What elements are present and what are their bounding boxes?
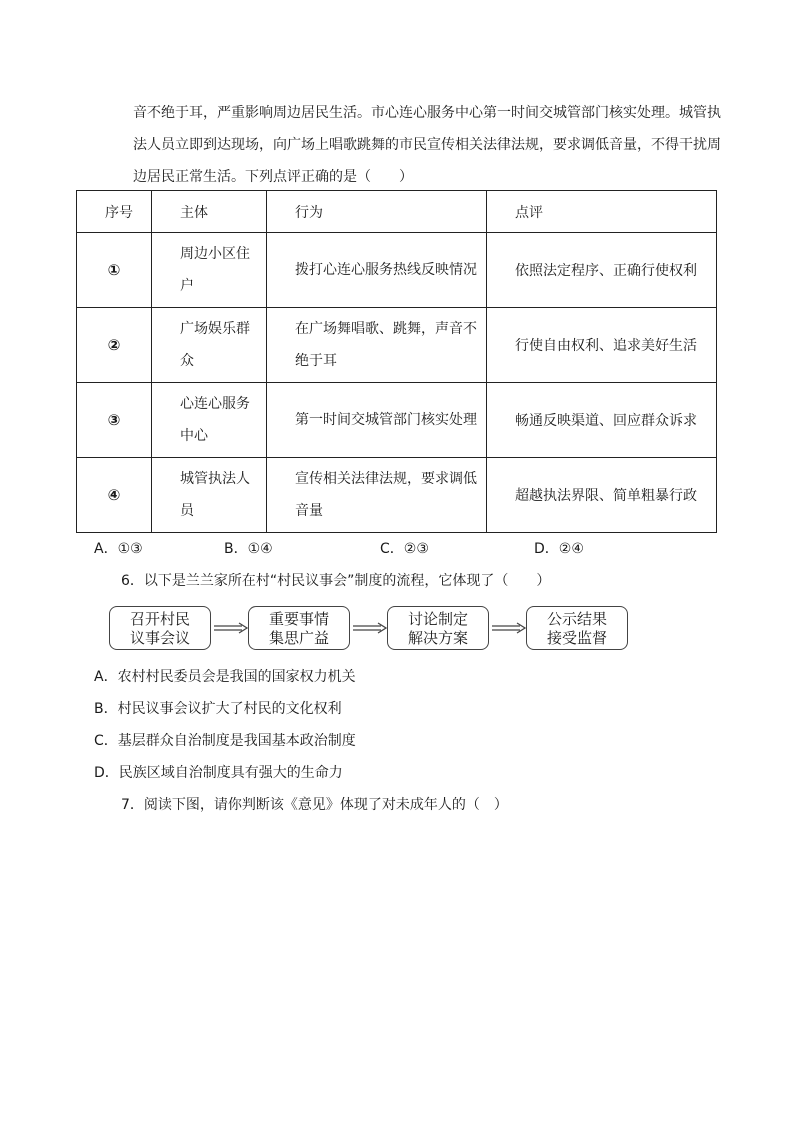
option-c[interactable]: C．②③ xyxy=(380,541,429,557)
flow-step-1: 召开村民 议事会议 xyxy=(109,606,211,650)
option-c[interactable]: C．基层群众自治制度是我国基本政治制度 xyxy=(94,733,356,749)
option-d[interactable]: D．②④ xyxy=(534,541,584,557)
question-7-stem: 7．阅读下图，请你判断该《意见》体现了对未成年人的（ ） xyxy=(121,797,508,813)
double-arrow-icon xyxy=(353,622,387,634)
row-subject: 广场娱乐群 众 xyxy=(152,308,267,383)
option-a[interactable]: A．农村村民委员会是我国的国家权力机关 xyxy=(94,669,356,685)
row-comment: 超越执法界限、简单粗暴行政 xyxy=(487,458,717,533)
option-b[interactable]: B．村民议事会议扩大了村民的文化权利 xyxy=(94,701,342,717)
row-number: ① xyxy=(77,233,152,308)
row-action: 拨打心连心服务热线反映情况 xyxy=(267,233,487,308)
row-action: 在广场舞唱歌、跳舞，声音不 绝于耳 xyxy=(267,308,487,383)
flow-step-3: 讨论制定 解决方案 xyxy=(387,606,489,650)
process-flowchart xyxy=(109,606,634,652)
option-b[interactable]: B．①④ xyxy=(224,541,273,557)
question-5-stem xyxy=(133,97,733,193)
question-6-stem: 6．以下是兰兰家所在村“村民议事会”制度的流程，它体现了（ ） xyxy=(121,573,551,589)
row-number: ④ xyxy=(77,458,152,533)
stem-line-2: 法人员立即到达现场，向广场上唱歌跳舞的市民宣传相关法律法规，要求调低音量，不得干扰周 xyxy=(133,137,721,153)
header-comment: 点评 xyxy=(487,191,717,233)
stem-line-1: 音不绝于耳，严重影响周边居民生活。市心连心服务中心第一时间交城管部门核实处理。城管执 xyxy=(133,105,721,121)
header-action: 行为 xyxy=(267,191,487,233)
table-header-row xyxy=(77,191,717,233)
option-d[interactable]: D．民族区域自治制度具有强大的生命力 xyxy=(94,765,343,781)
table-row xyxy=(77,383,717,458)
header-number: 序号 xyxy=(77,191,152,233)
row-subject: 城管执法人 员 xyxy=(152,458,267,533)
evaluation-table xyxy=(76,190,717,533)
row-number: ③ xyxy=(77,383,152,458)
row-subject: 心连心服务 中心 xyxy=(152,383,267,458)
row-action: 第一时间交城管部门核实处理 xyxy=(267,383,487,458)
row-comment: 畅通反映渠道、回应群众诉求 xyxy=(487,383,717,458)
option-a[interactable]: A．①③ xyxy=(94,541,143,557)
row-action: 宣传相关法律法规，要求调低 音量 xyxy=(267,458,487,533)
table-row xyxy=(77,233,717,308)
stem-line-3: 边居民正常生活。下列点评正确的是（ ） xyxy=(133,169,413,185)
table-row xyxy=(77,308,717,383)
row-subject: 周边小区住 户 xyxy=(152,233,267,308)
row-number: ② xyxy=(77,308,152,383)
flow-step-4: 公示结果 接受监督 xyxy=(526,606,628,650)
flow-step-2: 重要事情 集思广益 xyxy=(248,606,350,650)
row-comment: 行使自由权利、追求美好生活 xyxy=(487,308,717,383)
row-comment: 依照法定程序、正确行使权利 xyxy=(487,233,717,308)
double-arrow-icon xyxy=(214,622,248,634)
header-subject: 主体 xyxy=(152,191,267,233)
table-row xyxy=(77,458,717,533)
double-arrow-icon xyxy=(492,622,526,634)
